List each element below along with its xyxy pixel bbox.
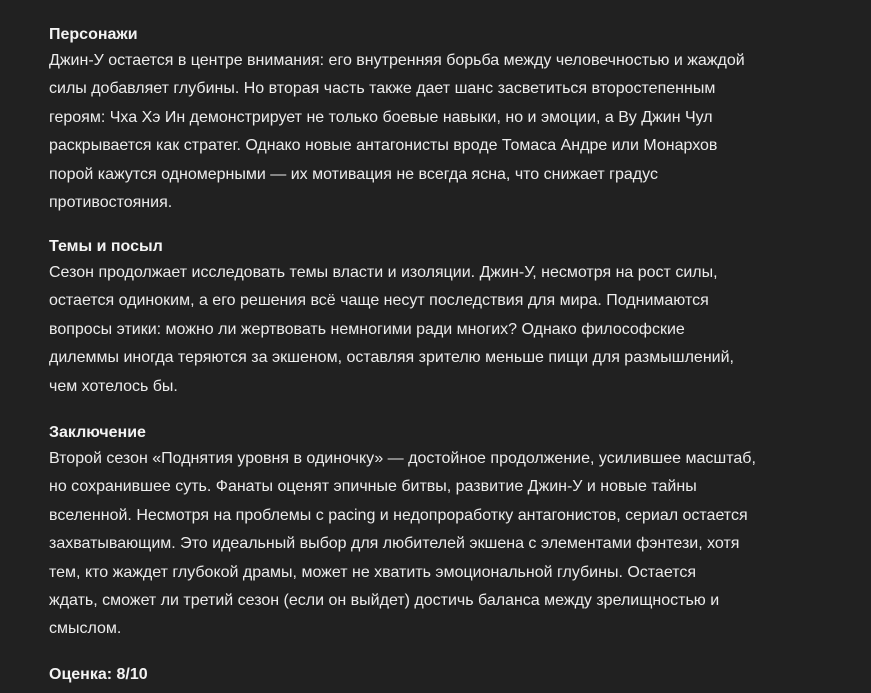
text-line: чем хотелось бы.	[49, 377, 178, 395]
text-line: Второй сезон «Поднятия уровня в одиночку» — достойное продолжение, усилившее масштаб,	[49, 450, 756, 467]
section-rating	[49, 665, 148, 685]
text-line: но сохранившее суть. Фанаты оценят эпичные битвы, развитие Джин-У и новые тайны	[49, 478, 697, 496]
text-line: ждать, сможет ли третий сезон (если он выйдет) достичь баланса между зрелищностью и	[49, 592, 720, 610]
text-line: вселенной. Несмотря на проблемы с pacing и недопроработку антагонистов, сериал остается	[49, 506, 748, 524]
text-line: Джин-У остается в центре внимания: его внутренняя борьба между человечностью и жаждой	[49, 52, 745, 69]
text-line: Сезон продолжает исследовать темы власти и изоляции. Джин-У, несмотря на рост силы,	[49, 264, 718, 281]
text-line: порой кажутся одномерными — их мотивация не всегда ясна, что снижает градус	[49, 165, 658, 183]
section-conclusion	[49, 423, 756, 644]
section-paragraph	[49, 259, 734, 401]
section-themes	[49, 237, 734, 401]
section-characters	[49, 25, 745, 217]
section-heading: Темы и посыл	[49, 238, 163, 255]
section-heading: Заключение	[49, 424, 146, 441]
text-line: смыслом.	[49, 620, 122, 638]
text-line: противостояния.	[49, 194, 173, 212]
text-line: вопросы этики: можно ли жертвовать немногими ради многих? Однако философские	[49, 320, 685, 338]
text-line: захватывающим. Это идеальный выбор для любителей экшена с элементами фэнтези, хотя	[49, 535, 740, 553]
text-line: дилеммы иногда теряются за экшеном, оставляя зрителю меньше пищи для размышлений,	[49, 349, 734, 367]
section-paragraph	[49, 445, 756, 644]
rating-text: Оценка: 8/10	[49, 666, 148, 683]
text-line: остается одиноким, а его решения всё чаще несут последствия для мира. Поднимаются	[49, 292, 709, 310]
text-line: тем, кто жаждет глубокой драмы, может не хватить эмоциональной глубины. Остается	[49, 563, 697, 581]
section-paragraph	[49, 47, 745, 217]
section-heading: Персонажи	[49, 26, 138, 43]
text-line: героям: Чха Хэ Ин демонстрирует не только боевые навыки, но и эмоции, а Ву Джин Чул	[49, 108, 713, 126]
text-line: силы добавляет глубины. Но вторая часть также дает шанс засветиться второстепенным	[49, 80, 716, 98]
text-line: раскрывается как стратег. Однако новые антагонисты вроде Томаса Андре или Монархов	[49, 137, 718, 155]
